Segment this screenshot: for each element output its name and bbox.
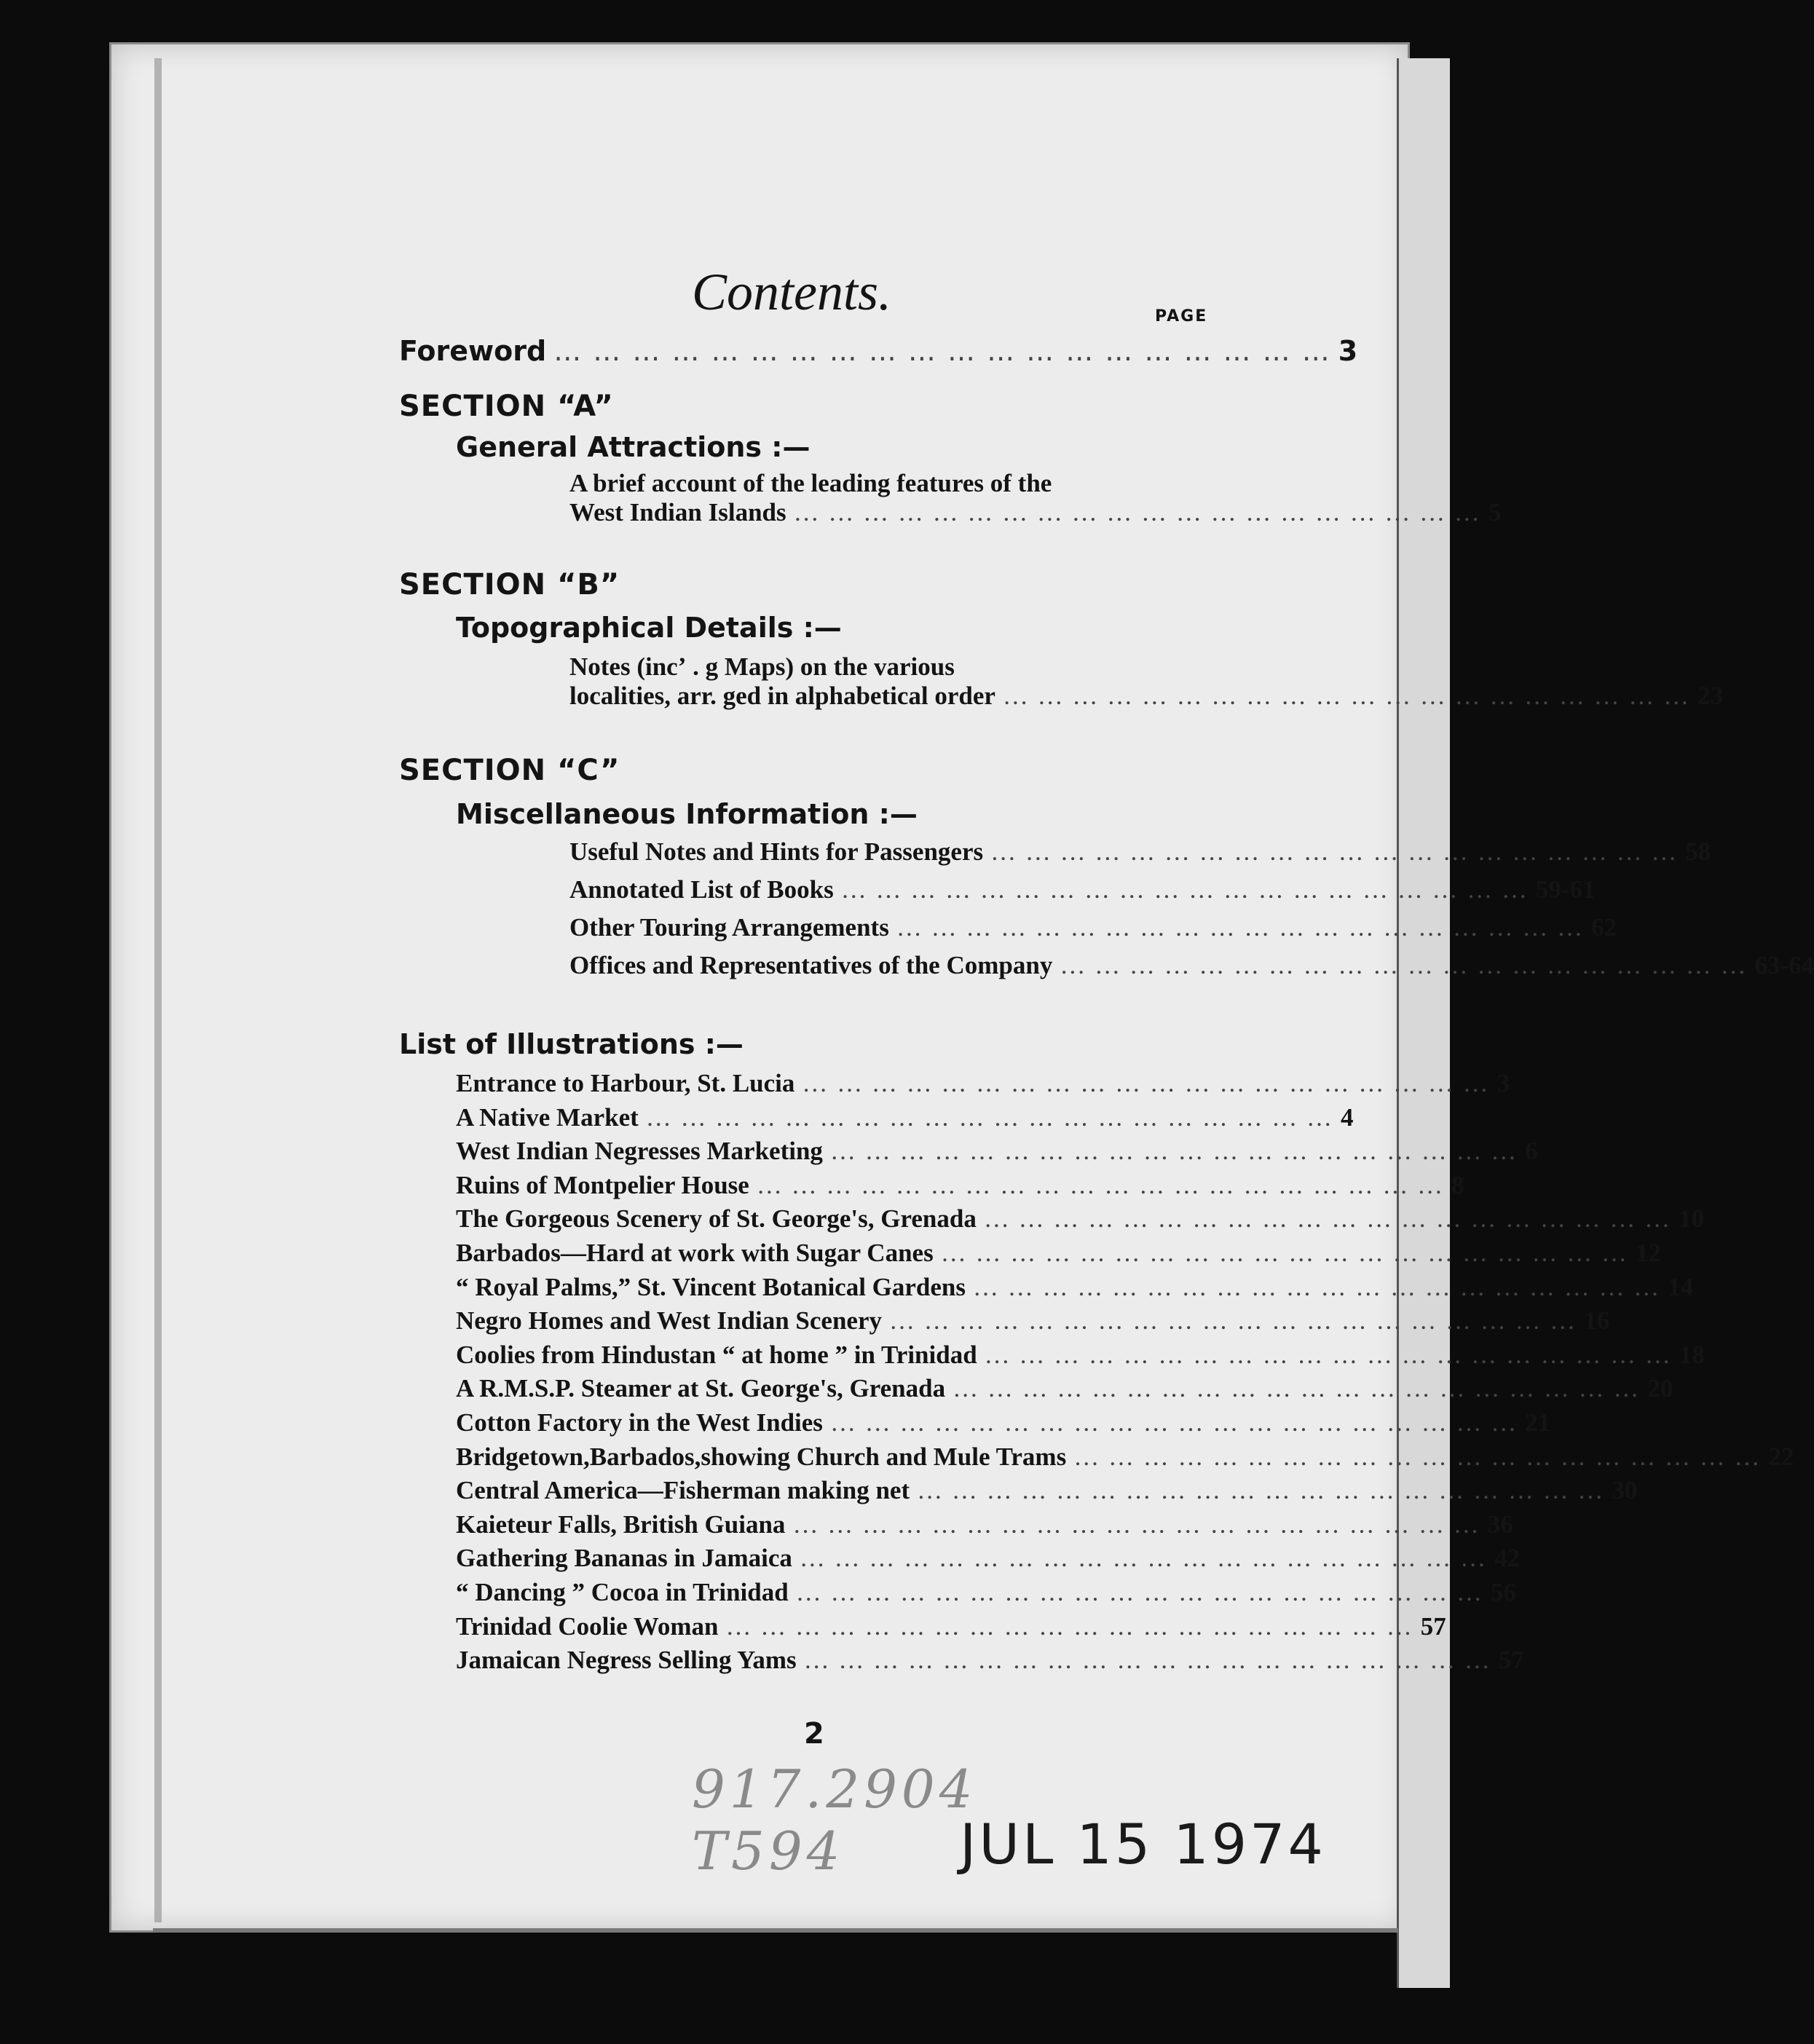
dot-leader: … … … … … … … … … … … … … … … … … … … … bbox=[1002, 682, 1691, 710]
illustration-label: Gathering Bananas in Jamaica bbox=[456, 1544, 792, 1573]
page-bottom-edge bbox=[153, 1928, 1398, 1933]
dot-leader: … … … … … … … … … … … … … … … … … … … … bbox=[792, 1510, 1480, 1539]
dot-leader: … … … … … … … … … … … … … … … … … … … … bbox=[553, 335, 1331, 367]
section-a-subheading: General Attractions :— bbox=[456, 431, 811, 463]
dot-leader: … … … … … … … … … … … … … … … … … … … … bbox=[1073, 1442, 1762, 1471]
misc-item-page: 58 bbox=[1685, 837, 1711, 866]
dot-leader: … … … … … … … … … … … … … … … … … … … … bbox=[795, 1578, 1483, 1606]
misc-item-page: 62 bbox=[1591, 913, 1617, 942]
illustration-page: 20 bbox=[1647, 1374, 1673, 1403]
illustration-row bbox=[456, 1137, 1538, 1166]
dot-leader: … … … … … … … … … … … … … … … … … … … … bbox=[793, 498, 1481, 526]
dot-leader: … … … … … … … … … … … … … … … … … … … … bbox=[725, 1611, 1413, 1641]
illustration-page: 8 bbox=[1451, 1170, 1464, 1199]
dot-leader: … … … … … … … … … … … … … … … … … … … … bbox=[756, 1170, 1445, 1199]
section-b-heading: SECTION “B” bbox=[399, 568, 620, 601]
illustration-page: 3 bbox=[1496, 1069, 1510, 1097]
section-b-desc-row bbox=[569, 682, 1724, 711]
page-title: Contents. bbox=[692, 263, 892, 321]
illustrations-heading: List of Illustrations :— bbox=[399, 1028, 744, 1060]
misc-item-page: 59-61 bbox=[1535, 875, 1596, 904]
illustration-row bbox=[456, 1646, 1524, 1675]
illustration-page: 10 bbox=[1679, 1204, 1705, 1234]
section-a-page: 5 bbox=[1488, 498, 1502, 526]
foreword-row bbox=[399, 335, 1358, 367]
section-a-desc-row bbox=[569, 498, 1502, 527]
binding-edge bbox=[154, 58, 162, 1922]
illustration-page: 16 bbox=[1584, 1306, 1610, 1335]
foreword-label: Foreword bbox=[399, 335, 547, 367]
misc-item-page: 63-64 bbox=[1754, 951, 1814, 979]
illustration-page: 18 bbox=[1679, 1340, 1705, 1369]
misc-item-row bbox=[569, 913, 1617, 942]
dot-leader: … … … … … … … … … … … … … … … … … … … … bbox=[984, 1340, 1672, 1369]
foreword-page: 3 bbox=[1338, 335, 1358, 367]
illustration-row bbox=[456, 1611, 1446, 1641]
dot-leader: … … … … … … … … … … … … … … … … … … … … bbox=[953, 1374, 1641, 1403]
illustration-page: 21 bbox=[1525, 1408, 1551, 1437]
illustration-label: “ Dancing ” Cocoa in Trinidad bbox=[456, 1578, 789, 1606]
illustration-row bbox=[456, 1170, 1464, 1200]
page-column-header: PAGE bbox=[1155, 307, 1208, 325]
dot-leader: … … … … … … … … … … … … … … … … … … … … bbox=[645, 1102, 1334, 1132]
illustration-page: 6 bbox=[1525, 1137, 1538, 1166]
illustration-row bbox=[456, 1374, 1673, 1403]
illustration-label: Bridgetown,Barbados,showing Church and Mule Trams bbox=[456, 1442, 1067, 1471]
illustration-page: 30 bbox=[1612, 1476, 1638, 1505]
dot-leader: … … … … … … … … … … … … … … … … … … … … bbox=[990, 837, 1679, 866]
illustration-row bbox=[456, 1442, 1794, 1472]
illustration-row bbox=[456, 1204, 1705, 1234]
handwritten-call-number-line1: 917.2904 bbox=[692, 1759, 977, 1820]
illustration-label: Trinidad Coolie Woman bbox=[456, 1611, 719, 1641]
illustration-page: 56 bbox=[1490, 1578, 1516, 1606]
section-c-heading: SECTION “C” bbox=[399, 754, 620, 787]
section-a-desc-line2: West Indian Islands bbox=[569, 498, 786, 526]
dot-leader: … … … … … … … … … … … … … … … … … … … … bbox=[829, 1137, 1518, 1166]
dot-leader: … … … … … … … … … … … … … … … … … … … … bbox=[802, 1069, 1490, 1097]
illustration-label: Coolies from Hindustan “ at home ” in Trinidad bbox=[456, 1340, 977, 1369]
illustration-row bbox=[456, 1408, 1551, 1437]
section-b-desc-line1: Notes (incʼ . g Maps) on the various bbox=[569, 652, 955, 681]
dot-leader: … … … … … … … … … … … … … … … … … … … … bbox=[983, 1204, 1672, 1234]
misc-item-label: Annotated List of Books bbox=[569, 875, 834, 904]
dot-leader: … … … … … … … … … … … … … … … … … … … … bbox=[889, 1306, 1577, 1335]
illustration-label: Entrance to Harbour, St. Lucia bbox=[456, 1069, 795, 1097]
misc-item-row bbox=[569, 875, 1596, 904]
illustration-page: 22 bbox=[1768, 1442, 1794, 1471]
illustration-row bbox=[456, 1510, 1513, 1539]
illustration-page: 14 bbox=[1668, 1272, 1694, 1301]
dot-leader: … … … … … … … … … … … … … … … … … … … … bbox=[829, 1408, 1518, 1437]
misc-item-label: Useful Notes and Hints for Passengers bbox=[569, 837, 984, 866]
dot-leader: … … … … … … … … … … … … … … … … … … … … bbox=[896, 913, 1585, 942]
page-number: 2 bbox=[804, 1717, 824, 1751]
illustration-label: Kaieteur Falls, British Guiana bbox=[456, 1510, 786, 1539]
section-b-subheading: Topographical Details :— bbox=[456, 612, 842, 644]
dot-leader: … … … … … … … … … … … … … … … … … … … … bbox=[940, 1239, 1628, 1267]
dot-leader: … … … … … … … … … … … … … … … … … … … … bbox=[917, 1476, 1605, 1505]
illustration-row bbox=[456, 1578, 1516, 1607]
illustration-page: 57 bbox=[1420, 1611, 1446, 1641]
illustration-page: 57 bbox=[1498, 1646, 1524, 1675]
handwritten-call-number-line2: T594 bbox=[692, 1820, 845, 1882]
misc-item-label: Offices and Representatives of the Company bbox=[569, 951, 1053, 979]
date-stamp: JUL 15 1974 bbox=[960, 1812, 1326, 1877]
dot-leader: … … … … … … … … … … … … … … … … … … … … bbox=[973, 1272, 1661, 1301]
illustration-row bbox=[456, 1102, 1354, 1132]
illustration-row bbox=[456, 1544, 1521, 1573]
illustration-label: Central America—Fisherman making net bbox=[456, 1476, 910, 1505]
illustration-row bbox=[456, 1239, 1661, 1268]
illustration-row bbox=[456, 1069, 1510, 1098]
illustration-row bbox=[456, 1476, 1638, 1505]
section-a-desc-line1: A brief account of the leading features of the bbox=[569, 469, 1052, 497]
illustration-row bbox=[456, 1272, 1694, 1302]
illustration-page: 12 bbox=[1635, 1239, 1661, 1267]
dot-leader: … … … … … … … … … … … … … … … … … … … … bbox=[803, 1646, 1491, 1675]
illustration-page: 42 bbox=[1494, 1544, 1521, 1573]
illustration-label: Jamaican Negress Selling Yams bbox=[456, 1646, 797, 1675]
illustration-label: A R.M.S.P. Steamer at St. George's, Grenada bbox=[456, 1374, 946, 1403]
misc-item-label: Other Touring Arrangements bbox=[569, 913, 889, 942]
section-a-heading: SECTION “A” bbox=[399, 390, 614, 423]
section-b-desc-line2: localities, arr. ged in alphabetical order bbox=[569, 682, 995, 710]
facing-page-edge bbox=[1397, 58, 1450, 1988]
illustration-label: A Native Market bbox=[456, 1102, 639, 1132]
dot-leader: … … … … … … … … … … … … … … … … … … … … bbox=[1060, 951, 1748, 979]
illustration-label: “ Royal Palms,” St. Vincent Botanical Gardens bbox=[456, 1272, 966, 1301]
illustration-label: Ruins of Montpelier House bbox=[456, 1170, 749, 1199]
dot-leader: … … … … … … … … … … … … … … … … … … … … bbox=[799, 1544, 1488, 1573]
dot-leader: … … … … … … … … … … … … … … … … … … … … bbox=[840, 875, 1529, 904]
section-b-page: 23 bbox=[1697, 682, 1724, 710]
misc-item-row bbox=[569, 837, 1711, 867]
illustration-label: The Gorgeous Scenery of St. George's, Grenada bbox=[456, 1204, 977, 1234]
illustration-row bbox=[456, 1340, 1705, 1370]
illustration-label: Barbados—Hard at work with Sugar Canes bbox=[456, 1239, 934, 1267]
illustration-label: Negro Homes and West Indian Scenery bbox=[456, 1306, 882, 1335]
illustration-label: Cotton Factory in the West Indies bbox=[456, 1408, 823, 1437]
section-c-subheading: Miscellaneous Information :— bbox=[456, 798, 918, 830]
illustration-row bbox=[456, 1306, 1610, 1335]
illustration-page: 36 bbox=[1487, 1510, 1513, 1539]
illustration-label: West Indian Negresses Marketing bbox=[456, 1137, 823, 1166]
misc-item-row bbox=[569, 951, 1814, 980]
illustration-page: 4 bbox=[1341, 1102, 1354, 1132]
